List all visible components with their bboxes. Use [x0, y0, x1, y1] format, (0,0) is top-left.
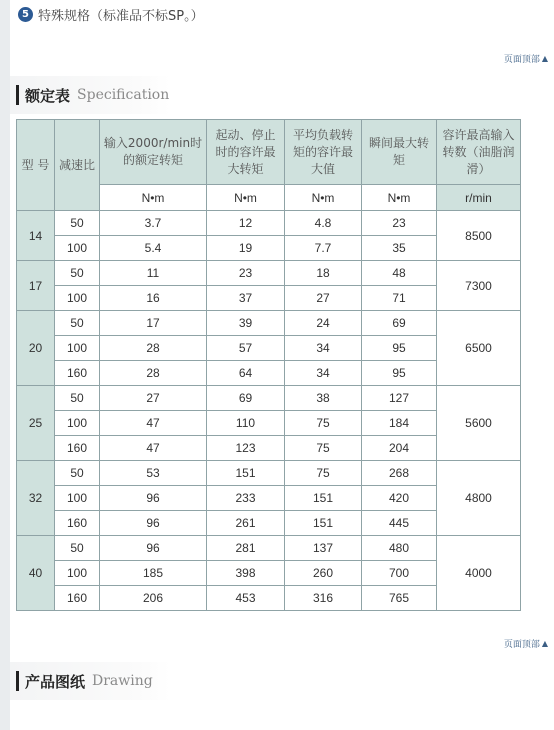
rated-torque-cell: 28 [100, 361, 207, 386]
start-stop-torque-cell: 233 [207, 486, 285, 511]
start-stop-torque-cell: 57 [207, 336, 285, 361]
start-stop-torque-cell: 69 [207, 386, 285, 411]
model-size-cell: 14 [17, 211, 55, 261]
ratio-cell: 50 [55, 211, 100, 236]
unit-max-input-speed: r/min [437, 185, 521, 211]
momentary-torque-cell: 700 [362, 561, 437, 586]
momentary-torque-cell: 420 [362, 486, 437, 511]
avg-load-torque-cell: 151 [285, 511, 362, 536]
ratio-cell: 100 [55, 486, 100, 511]
rated-torque-cell: 185 [100, 561, 207, 586]
start-stop-torque-cell: 19 [207, 236, 285, 261]
avg-load-torque-cell: 27 [285, 286, 362, 311]
ratio-cell: 100 [55, 411, 100, 436]
max-speed-cell: 5600 [437, 386, 521, 461]
header-rated-torque: 输入2000r/min时的额定转矩 [100, 120, 207, 185]
header-model: 型 号 [17, 120, 55, 211]
rated-torque-cell: 47 [100, 411, 207, 436]
rated-torque-cell: 96 [100, 486, 207, 511]
rated-torque-cell: 11 [100, 261, 207, 286]
rated-torque-cell: 16 [100, 286, 207, 311]
start-stop-torque-cell: 39 [207, 311, 285, 336]
rated-torque-cell: 28 [100, 336, 207, 361]
back-to-top-label: 页面顶部 [503, 55, 540, 65]
section-marker [16, 85, 19, 105]
step-number-badge: 5 [18, 7, 33, 22]
avg-load-torque-cell: 316 [285, 586, 362, 611]
momentary-torque-cell: 48 [362, 261, 437, 286]
ratio-cell: 50 [55, 261, 100, 286]
start-stop-torque-cell: 12 [207, 211, 285, 236]
caret-up-icon: ▲ [541, 639, 548, 648]
header-momentary-torque: 瞬间最大转矩 [362, 120, 437, 185]
momentary-torque-cell: 35 [362, 236, 437, 261]
start-stop-torque-cell: 64 [207, 361, 285, 386]
momentary-torque-cell: 95 [362, 336, 437, 361]
special-spec-text: 特殊规格（标准品不标SP。） [38, 9, 204, 24]
momentary-torque-cell: 69 [362, 311, 437, 336]
ratio-cell: 50 [55, 461, 100, 486]
ratio-cell: 50 [55, 536, 100, 561]
start-stop-torque-cell: 398 [207, 561, 285, 586]
section-marker [16, 671, 19, 691]
momentary-torque-cell: 445 [362, 511, 437, 536]
momentary-torque-cell: 204 [362, 436, 437, 461]
ratio-cell: 160 [55, 436, 100, 461]
momentary-torque-cell: 268 [362, 461, 437, 486]
model-size-cell: 40 [17, 536, 55, 611]
max-speed-cell: 7300 [437, 261, 521, 311]
table-row [17, 261, 521, 286]
unit-start-stop-torque: N•m [207, 185, 285, 211]
table-row [17, 461, 521, 486]
header-avg-load-torque: 平均负载转矩的容许最大值 [285, 120, 362, 185]
unit-momentary-torque: N•m [362, 185, 437, 211]
momentary-torque-cell: 127 [362, 386, 437, 411]
ratio-cell: 160 [55, 511, 100, 536]
avg-load-torque-cell: 137 [285, 536, 362, 561]
avg-load-torque-cell: 34 [285, 336, 362, 361]
max-speed-cell: 4800 [437, 461, 521, 536]
start-stop-torque-cell: 261 [207, 511, 285, 536]
model-size-cell: 17 [17, 261, 55, 311]
momentary-torque-cell: 184 [362, 411, 437, 436]
model-size-cell: 25 [17, 386, 55, 461]
max-speed-cell: 8500 [437, 211, 521, 261]
rated-torque-cell: 53 [100, 461, 207, 486]
drawing-title-en: Drawing [92, 673, 153, 689]
table-row [17, 536, 521, 561]
spec-title: 额定表 [25, 86, 71, 105]
rated-torque-cell: 96 [100, 511, 207, 536]
avg-load-torque-cell: 151 [285, 486, 362, 511]
momentary-torque-cell: 480 [362, 536, 437, 561]
back-to-top-link[interactable] [504, 52, 548, 65]
start-stop-torque-cell: 37 [207, 286, 285, 311]
table-header-row [17, 120, 521, 185]
avg-load-torque-cell: 18 [285, 261, 362, 286]
spec-title-en: Specification [77, 87, 170, 103]
avg-load-torque-cell: 7.7 [285, 236, 362, 261]
avg-load-torque-cell: 260 [285, 561, 362, 586]
ratio-cell: 50 [55, 386, 100, 411]
avg-load-torque-cell: 34 [285, 361, 362, 386]
header-ratio: 减速比 [55, 120, 100, 211]
ratio-cell: 160 [55, 586, 100, 611]
start-stop-torque-cell: 453 [207, 586, 285, 611]
caret-up-icon: ▲ [541, 54, 548, 63]
drawing-section-header [10, 662, 170, 700]
header-start-stop-torque: 起动、停止时的容许最大转矩 [207, 120, 285, 185]
ratio-cell: 50 [55, 311, 100, 336]
avg-load-torque-cell: 38 [285, 386, 362, 411]
model-size-cell: 32 [17, 461, 55, 536]
rated-torque-cell: 17 [100, 311, 207, 336]
momentary-torque-cell: 95 [362, 361, 437, 386]
avg-load-torque-cell: 75 [285, 436, 362, 461]
max-speed-cell: 4000 [437, 536, 521, 611]
table-row [17, 386, 521, 411]
rated-torque-cell: 47 [100, 436, 207, 461]
ratio-cell: 100 [55, 236, 100, 261]
back-to-top-label-bottom: 页面顶部 [503, 640, 540, 650]
drawing-title: 产品图纸 [25, 672, 86, 691]
spec-table [16, 119, 521, 611]
unit-avg-load-torque: N•m [285, 185, 362, 211]
rated-torque-cell: 27 [100, 386, 207, 411]
start-stop-torque-cell: 123 [207, 436, 285, 461]
ratio-cell: 100 [55, 286, 100, 311]
back-to-top-link-bottom[interactable] [504, 637, 548, 650]
start-stop-torque-cell: 110 [207, 411, 285, 436]
unit-rated-torque: N•m [100, 185, 207, 211]
ratio-cell: 100 [55, 336, 100, 361]
avg-load-torque-cell: 24 [285, 311, 362, 336]
avg-load-torque-cell: 75 [285, 461, 362, 486]
momentary-torque-cell: 71 [362, 286, 437, 311]
momentary-torque-cell: 23 [362, 211, 437, 236]
ratio-cell: 100 [55, 561, 100, 586]
header-max-input-speed: 容许最高输入转数（油脂润滑） [437, 120, 521, 185]
momentary-torque-cell: 765 [362, 586, 437, 611]
model-size-cell: 20 [17, 311, 55, 386]
rated-torque-cell: 206 [100, 586, 207, 611]
rated-torque-cell: 5.4 [100, 236, 207, 261]
special-spec-note [18, 5, 204, 24]
avg-load-torque-cell: 75 [285, 411, 362, 436]
table-row [17, 311, 521, 336]
max-speed-cell: 6500 [437, 311, 521, 386]
rated-torque-cell: 96 [100, 536, 207, 561]
rated-torque-cell: 3.7 [100, 211, 207, 236]
spec-section-header [10, 76, 170, 114]
start-stop-torque-cell: 23 [207, 261, 285, 286]
table-row [17, 211, 521, 236]
page-content [10, 0, 554, 730]
avg-load-torque-cell: 4.8 [285, 211, 362, 236]
start-stop-torque-cell: 281 [207, 536, 285, 561]
ratio-cell: 160 [55, 361, 100, 386]
start-stop-torque-cell: 151 [207, 461, 285, 486]
